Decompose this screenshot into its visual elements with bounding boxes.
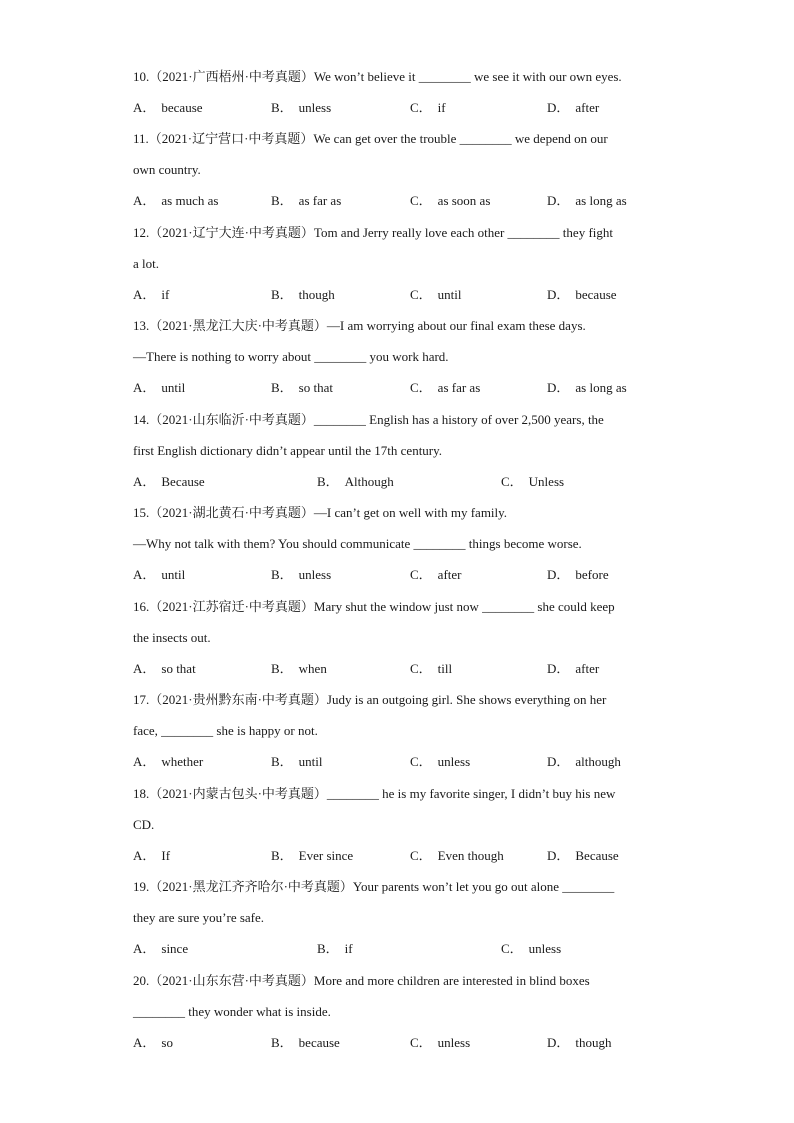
option-b: B． if bbox=[317, 941, 353, 956]
option-row bbox=[133, 372, 673, 403]
option-row bbox=[133, 185, 673, 216]
option-c: C． after bbox=[410, 567, 462, 582]
option-c: C． unless bbox=[410, 754, 471, 769]
option-b: B． though bbox=[271, 287, 335, 302]
question-stem-continued: CD. bbox=[133, 817, 155, 832]
option-b: B． unless bbox=[271, 567, 332, 582]
question-stem: 19.（2021·黑龙江齐齐哈尔·中考真题）Your parents won’t let you go out alone ________ bbox=[133, 879, 615, 894]
option-c: C． till bbox=[410, 661, 453, 676]
option-d: D． after bbox=[547, 100, 600, 115]
option-b: B． unless bbox=[271, 100, 332, 115]
option-d: D． though bbox=[547, 1035, 612, 1050]
question-stem: 13.（2021·黑龙江大庆·中考真题）—I am worrying about our final exam these days. bbox=[133, 318, 586, 333]
option-a: A． whether bbox=[133, 754, 204, 769]
question-12 bbox=[133, 217, 673, 310]
option-c: C． if bbox=[410, 100, 446, 115]
option-b: B． so that bbox=[271, 380, 333, 395]
question-stem: 16.（2021·江苏宿迁·中考真题）Mary shut the window just now ________ she could keep bbox=[133, 599, 615, 614]
question-11 bbox=[133, 123, 673, 216]
question-18 bbox=[133, 778, 673, 871]
option-row bbox=[133, 559, 673, 590]
option-d: D． after bbox=[547, 661, 600, 676]
option-d: D． Because bbox=[547, 848, 619, 863]
option-b: B． as far as bbox=[271, 193, 342, 208]
option-a: A． as much as bbox=[133, 193, 219, 208]
option-c: C． until bbox=[410, 287, 462, 302]
question-stem: 11.（2021·辽宁营口·中考真题）We can get over the trouble ________ we depend on our bbox=[133, 131, 608, 146]
question-stem-continued: —Why not talk with them? You should communicate ________ things become worse. bbox=[133, 536, 582, 551]
question-stem-continued: —There is nothing to worry about ________ you work hard. bbox=[133, 349, 449, 364]
option-b: B． because bbox=[271, 1035, 340, 1050]
option-b: B． when bbox=[271, 661, 327, 676]
option-row bbox=[133, 933, 673, 964]
question-13 bbox=[133, 310, 673, 403]
question-stem-continued: a lot. bbox=[133, 256, 159, 271]
question-stem: 10.（2021·广西梧州·中考真题）We won’t believe it ________ we see it with our own eyes. bbox=[133, 69, 622, 84]
option-a: A． until bbox=[133, 567, 186, 582]
question-stem: 15.（2021·湖北黄石·中考真题）—I can’t get on well with my family. bbox=[133, 505, 508, 520]
option-a: A． If bbox=[133, 848, 171, 863]
option-d: D． as long as bbox=[547, 193, 627, 208]
question-16 bbox=[133, 591, 673, 684]
option-row bbox=[133, 1027, 673, 1058]
option-b: B． until bbox=[271, 754, 323, 769]
question-17 bbox=[133, 684, 673, 777]
question-stem-continued: face, ________ she is happy or not. bbox=[133, 723, 318, 738]
question-stem: 18.（2021·内蒙古包头·中考真题）________ he is my favorite singer, I didn’t buy his new bbox=[133, 786, 616, 801]
question-14 bbox=[133, 404, 673, 497]
option-a: A． because bbox=[133, 100, 203, 115]
option-row bbox=[133, 746, 673, 777]
option-c: C． Even though bbox=[410, 848, 504, 863]
option-c: C． unless bbox=[410, 1035, 471, 1050]
option-a: A． if bbox=[133, 287, 170, 302]
question-stem: 17.（2021·贵州黔东南·中考真题）Judy is an outgoing girl. She shows everything on her bbox=[133, 692, 607, 707]
option-a: A． so bbox=[133, 1035, 173, 1050]
option-a: A． Because bbox=[133, 474, 205, 489]
option-c: C． as soon as bbox=[410, 193, 491, 208]
question-stem: 20.（2021·山东东营·中考真题）More and more children are interested in blind boxes bbox=[133, 973, 590, 988]
question-20 bbox=[133, 965, 673, 1058]
option-row bbox=[133, 279, 673, 310]
question-19 bbox=[133, 871, 673, 964]
question-stem-continued: first English dictionary didn’t appear until the 17th century. bbox=[133, 443, 443, 458]
option-row bbox=[133, 92, 673, 123]
option-b: B． Ever since bbox=[271, 848, 354, 863]
question-stem-continued: they are sure you’re safe. bbox=[133, 910, 265, 925]
option-row bbox=[133, 653, 673, 684]
option-c: C． unless bbox=[501, 941, 562, 956]
option-row bbox=[133, 840, 673, 871]
question-stem-continued: the insects out. bbox=[133, 630, 211, 645]
option-d: D． although bbox=[547, 754, 621, 769]
question-10 bbox=[133, 61, 673, 123]
option-d: D． as long as bbox=[547, 380, 627, 395]
question-15 bbox=[133, 497, 673, 590]
question-stem-continued: ________ they wonder what is inside. bbox=[133, 1004, 331, 1019]
option-a: A． since bbox=[133, 941, 189, 956]
option-d: D． before bbox=[547, 567, 609, 582]
option-a: A． so that bbox=[133, 661, 196, 676]
option-c: C． as far as bbox=[410, 380, 481, 395]
option-b: B． Although bbox=[317, 474, 394, 489]
question-stem: 12.（2021·辽宁大连·中考真题）Tom and Jerry really love each other ________ they fight bbox=[133, 225, 613, 240]
option-c: C． Unless bbox=[501, 474, 565, 489]
question-stem: 14.（2021·山东临沂·中考真题）________ English has a history of over 2,500 years, the bbox=[133, 412, 604, 427]
option-a: A． until bbox=[133, 380, 186, 395]
option-d: D． because bbox=[547, 287, 617, 302]
question-stem-continued: own country. bbox=[133, 162, 201, 177]
option-row bbox=[133, 466, 673, 497]
